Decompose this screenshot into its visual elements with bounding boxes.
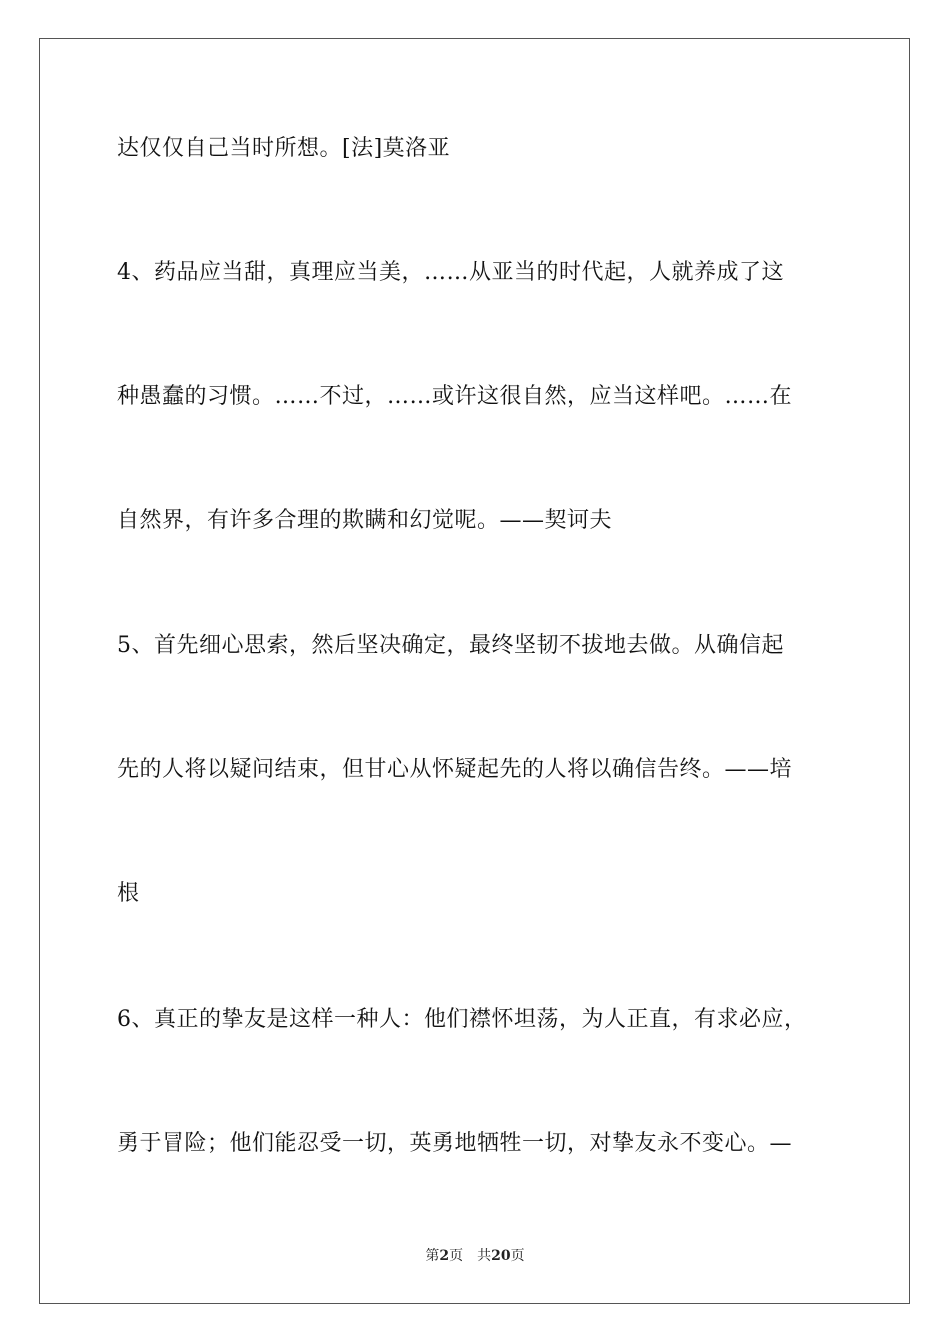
total-prefix: 共 (477, 1248, 492, 1264)
page-suffix: 页 (449, 1248, 464, 1264)
body-text-line: 达仅仅自己当时所想。[法]莫洛亚 (117, 136, 451, 161)
total-pages: 20 (491, 1248, 511, 1264)
body-text-line: 5、首先细心思索，然后坚决确定，最终坚韧不拔地去做。从确信起 (117, 633, 784, 658)
page-border (39, 38, 910, 1304)
page-footer (0, 1247, 950, 1265)
total-suffix: 页 (510, 1248, 525, 1264)
body-text-line: 先的人将以疑问结束，但甘心从怀疑起先的人将以确信告终。——培 (117, 757, 793, 782)
body-text-line: 根 (117, 881, 140, 906)
body-text-line: 勇于冒险；他们能忍受一切，英勇地牺牲一切，对挚友永不变心。— (117, 1131, 793, 1156)
body-text-line: 4、药品应当甜，真理应当美，……从亚当的时代起，人就养成了这 (117, 260, 784, 285)
body-text-line: 6、真正的挚友是这样一种人：他们襟怀坦荡，为人正直，有求必应， (117, 1007, 807, 1032)
body-text-line: 自然界，有许多合理的欺瞒和幻觉呢。——契诃夫 (117, 508, 613, 533)
page-number: 2 (439, 1248, 450, 1264)
body-text-line: 种愚蠢的习惯。……不过，……或许这很自然，应当这样吧。……在 (117, 384, 793, 409)
page-prefix: 第 (425, 1248, 440, 1264)
